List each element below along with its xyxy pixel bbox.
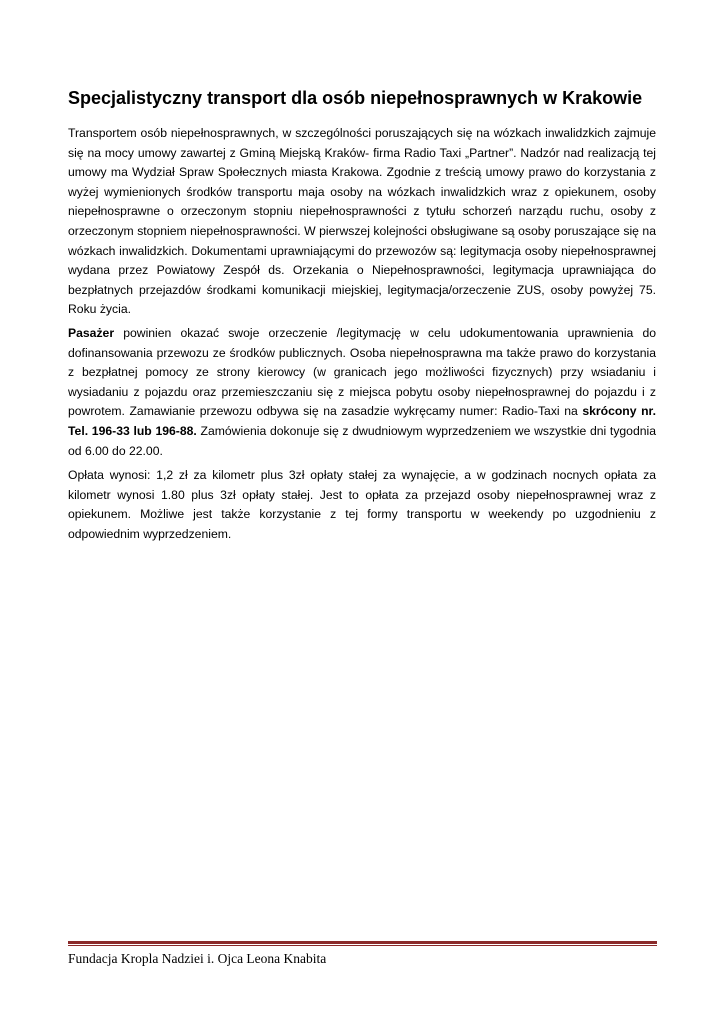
footer-organization-name: Fundacja Kropla Nadziei i. Ojca Leona Knabita (68, 951, 327, 966)
footer-divider-thin (68, 945, 657, 946)
passenger-body-text: powinien okazać swoje orzeczenie /legitymację w celu udokumentowania uprawnienia do dofinansowania przewozu ze środków publicznych. Osoba niepełnosprawna ma także prawo do korzystania z bezpłatnej pomocy ze strony kierowcy (w granicach jego możliwości fizycznych) przy wsiadaniu i wysiadaniu z pojazdu oraz przemieszczaniu się z miejsca pobytu osoby niepełnosprawnej do pojazdu i z powrotem. Zamawianie przewozu odbywa się na zasadzie wykręcamy numer: Radio-Taxi na (68, 326, 656, 419)
footer-divider-thick (68, 941, 657, 944)
passenger-lead-text: Pasażer (68, 326, 115, 340)
paragraph-passenger-info (68, 324, 656, 461)
paragraph-transport-info: Transportem osób niepełnosprawnych, w szczególności poruszających się na wózkach inwalidzkich zajmuje się na mocy umowy zawartej z Gminą Miejską Kraków- firma Radio Taxi „Partner”. Nadzór nad realizacją tej umowy ma Wydział Spraw Społecznych miasta Krakowa. Zgodnie z treścią umowy prawo do korzystania z wyżej wymienionych środków transportu maja osoby na wózkach inwalidzkich wraz z opiekunem, osoby niepełnosprawne o orzeczonym stopniu niepełnosprawności z tytułu schorzeń narządu ruchu, osoby z orzeczonym stopniem niepełnosprawności. W pierwszej kolejności obsługiwane są osoby poruszające się na wózkach inwalidzkich. Dokumentami uprawniającymi do przewozów są: legitymacja osoby niepełnosprawnej wydana przez Powiatowy Zespół ds. Orzekania o Niepełnosprawności, legitymacja uprawniająca do bezpłatnych przejazdów środkami komunikacji miejskiej, legitymacja/orzeczenie ZUS, osoby powyżej 75. Roku życia. (68, 126, 656, 317)
paragraph-fee-info: Opłata wynosi: 1,2 zł za kilometr plus 3zł opłaty stałej za wynajęcie, a w godzinach nocnych opłata za kilometr wynosi 1.80 plus 3zł opłaty stałej. Jest to opłata za przejazd osoby niepełnosprawnej wraz z opiekunem. Możliwe jest także korzystanie z tej formy transportu w weekendy po uzgodnieniu z odpowiednim wyprzedzeniem. (68, 468, 656, 541)
booking-hours-text: Zamówienia dokonuje się z dwudniowym wyprzedzeniem we wszystkie dni tygodnia od 6.00 do 22.00. (68, 423, 657, 458)
phone-number-text: skrócony nr. Tel. 196-33 lub 196-88. (68, 404, 656, 438)
page-title: Specjalistyczny transport dla osób niepełnosprawnych w Krakowie (68, 88, 643, 108)
